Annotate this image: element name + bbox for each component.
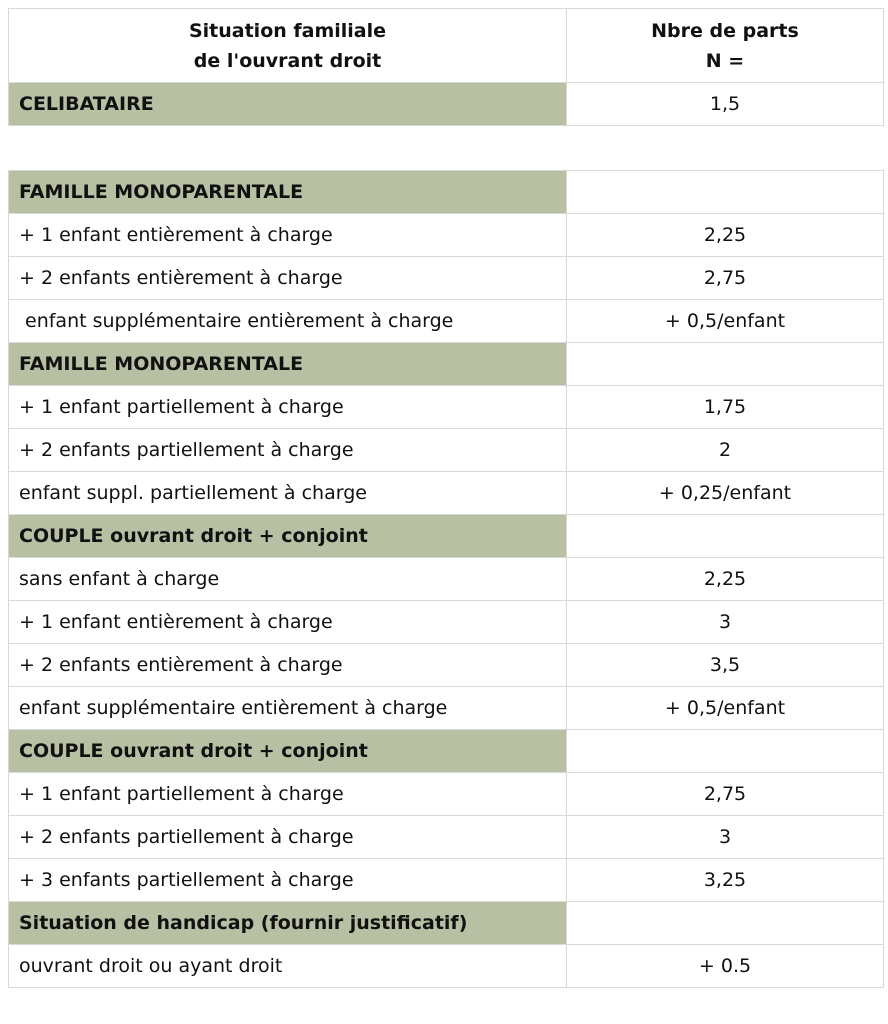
section-row xyxy=(9,902,884,945)
section-label: FAMILLE MONOPARENTALE xyxy=(9,343,567,386)
table-header-row xyxy=(9,9,884,83)
parts-value: + 0,25/enfant xyxy=(567,472,884,515)
spacer-row xyxy=(9,126,884,171)
parts-value: 2 xyxy=(567,429,884,472)
section-row xyxy=(9,171,884,214)
row-label: sans enfant à charge xyxy=(9,558,567,601)
row-label: + 1 enfant entièrement à charge xyxy=(9,214,567,257)
section-label: CELIBATAIRE xyxy=(9,83,567,126)
table-row xyxy=(9,558,884,601)
row-label: enfant supplémentaire entièrement à charge xyxy=(9,687,567,730)
section-label: Situation de handicap (fournir justificatif) xyxy=(9,902,567,945)
header-parts-line1: Nbre de parts xyxy=(651,19,799,42)
header-parts xyxy=(567,9,884,83)
section-row xyxy=(9,515,884,558)
parts-value xyxy=(567,343,884,386)
header-situation xyxy=(9,9,567,83)
parts-value: + 0,5/enfant xyxy=(567,687,884,730)
parts-value: 2,25 xyxy=(567,558,884,601)
table-row xyxy=(9,429,884,472)
section-row xyxy=(9,730,884,773)
row-label: + 1 enfant partiellement à charge xyxy=(9,773,567,816)
parts-value xyxy=(567,730,884,773)
parts-value: 1,5 xyxy=(567,83,884,126)
row-label: ouvrant droit ou ayant droit xyxy=(9,945,567,988)
parts-value: 3 xyxy=(567,816,884,859)
row-label: enfant supplémentaire entièrement à charge xyxy=(9,300,567,343)
table-row xyxy=(9,859,884,902)
parts-value: 3,25 xyxy=(567,859,884,902)
row-label: + 2 enfants entièrement à charge xyxy=(9,644,567,687)
parts-value xyxy=(567,171,884,214)
section-label: FAMILLE MONOPARENTALE xyxy=(9,171,567,214)
parts-value: 2,75 xyxy=(567,257,884,300)
row-label: + 2 enfants partiellement à charge xyxy=(9,816,567,859)
header-situation-line2: de l'ouvrant droit xyxy=(193,49,382,72)
section-row xyxy=(9,343,884,386)
table-row xyxy=(9,687,884,730)
table-row xyxy=(9,945,884,988)
table-body xyxy=(9,83,884,988)
table-row xyxy=(9,773,884,816)
parts-value xyxy=(567,902,884,945)
table-row xyxy=(9,472,884,515)
parts-value: + 0,5/enfant xyxy=(567,300,884,343)
spacer-cell xyxy=(9,126,884,171)
table-row xyxy=(9,386,884,429)
row-label: + 1 enfant partiellement à charge xyxy=(9,386,567,429)
table-row xyxy=(9,257,884,300)
parts-value: 1,75 xyxy=(567,386,884,429)
section-label: COUPLE ouvrant droit + conjoint xyxy=(9,515,567,558)
section-row xyxy=(9,83,884,126)
row-label: + 1 enfant entièrement à charge xyxy=(9,601,567,644)
parts-value: 2,25 xyxy=(567,214,884,257)
parts-value: 3,5 xyxy=(567,644,884,687)
table-row xyxy=(9,816,884,859)
section-label: COUPLE ouvrant droit + conjoint xyxy=(9,730,567,773)
table-row xyxy=(9,300,884,343)
row-label: + 3 enfants partiellement à charge xyxy=(9,859,567,902)
parts-value: 3 xyxy=(567,601,884,644)
row-label: + 2 enfants partiellement à charge xyxy=(9,429,567,472)
parts-table xyxy=(8,8,884,988)
parts-value xyxy=(567,515,884,558)
row-label: + 2 enfants entièrement à charge xyxy=(9,257,567,300)
header-situation-line1: Situation familiale xyxy=(188,19,387,42)
table-row xyxy=(9,214,884,257)
parts-value: 2,75 xyxy=(567,773,884,816)
table-row xyxy=(9,644,884,687)
parts-value: + 0.5 xyxy=(567,945,884,988)
header-parts-line2: N = xyxy=(705,49,745,72)
table-row xyxy=(9,601,884,644)
row-label: enfant suppl. partiellement à charge xyxy=(9,472,567,515)
